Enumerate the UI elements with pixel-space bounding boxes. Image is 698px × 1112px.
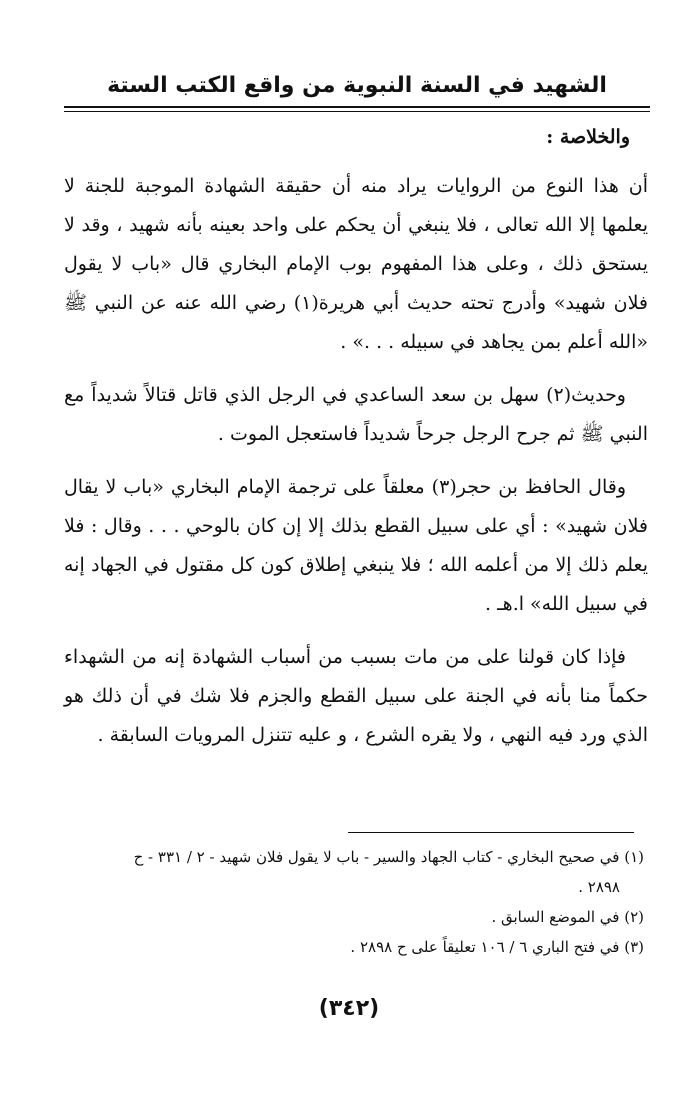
header-title: الشهيد في السنة النبوية من واقع الكتب الستة [107,73,607,98]
main-text [64,118,648,769]
footnote-1-continuation: ٢٨٩٨ . [578,878,620,896]
paragraph-2: وحديث(٢) سهل بن سعد الساعدي في الرجل الذي قاتل قتالاً شديداً مع النبي ﷺ ثم جرح الرجل جرحاً شديداً فاستعجل الموت . [64,384,648,445]
footnotes [64,842,644,962]
footnote-2: (٢) في الموضع السابق . [491,908,644,926]
header-rule-thick [64,106,650,108]
footnote-3: (٣) في فتح الباري ٦ / ١٠٦ تعليقاً على ح ٢٨٩٨ . [350,938,644,956]
page-number: (٣٤٢) [318,996,380,1021]
paragraph-3: وقال الحافظ بن حجر(٣) معلقاً على ترجمة الإمام البخاري «باب لا يقال فلان شهيد» : أي على سبيل القطع بذلك إلا إن كان بالوحي . . . وقال : فلا يعلم ذلك إلا من أعلمه الله ؛ فلا ينبغي إطلاق كون كل مقتول في الجهاد إنه في سبيل الله» ا.هـ . [64,476,648,615]
footnote-1: (١) في صحيح البخاري - كتاب الجهاد والسير - باب لا يقول فلان شهيد - ٢ / ٣٣١ - ح [133,848,644,866]
paragraph-4: فإذا كان قولنا على من مات بسبب من أسباب الشهادة إنه من الشهداء حكماً منا بأنه في الجنة على سبيل القطع والجزم فلا شك في أن ذلك هو الذي ورد فيه النهي ، ولا يقره الشرع ، و عليه تتنزل المرويات السابقة . [64,646,648,746]
paragraph-1: أن هذا النوع من الروايات يراد منه أن حقيقة الشهادة الموجبة للجنة لا يعلمها إلا الله تعالى ، فلا ينبغي أن يحكم على واحد بعينه بأنه شهيد ، وقد لا يستحق ذلك ، وعلى هذا المفهوم بوب الإمام البخاري قال «باب لا يقول فلان شهيد» وأدرج تحته حديث أبي هريرة(١) رضي الله عنه عن النبي ﷺ «الله أعلم بمن يجاهد في سبيله . . .» . [64,175,648,353]
section-heading: والخلاصة : [546,126,630,148]
running-header [64,58,650,100]
header-rule-thin [64,111,650,112]
footnote-separator [348,832,634,833]
